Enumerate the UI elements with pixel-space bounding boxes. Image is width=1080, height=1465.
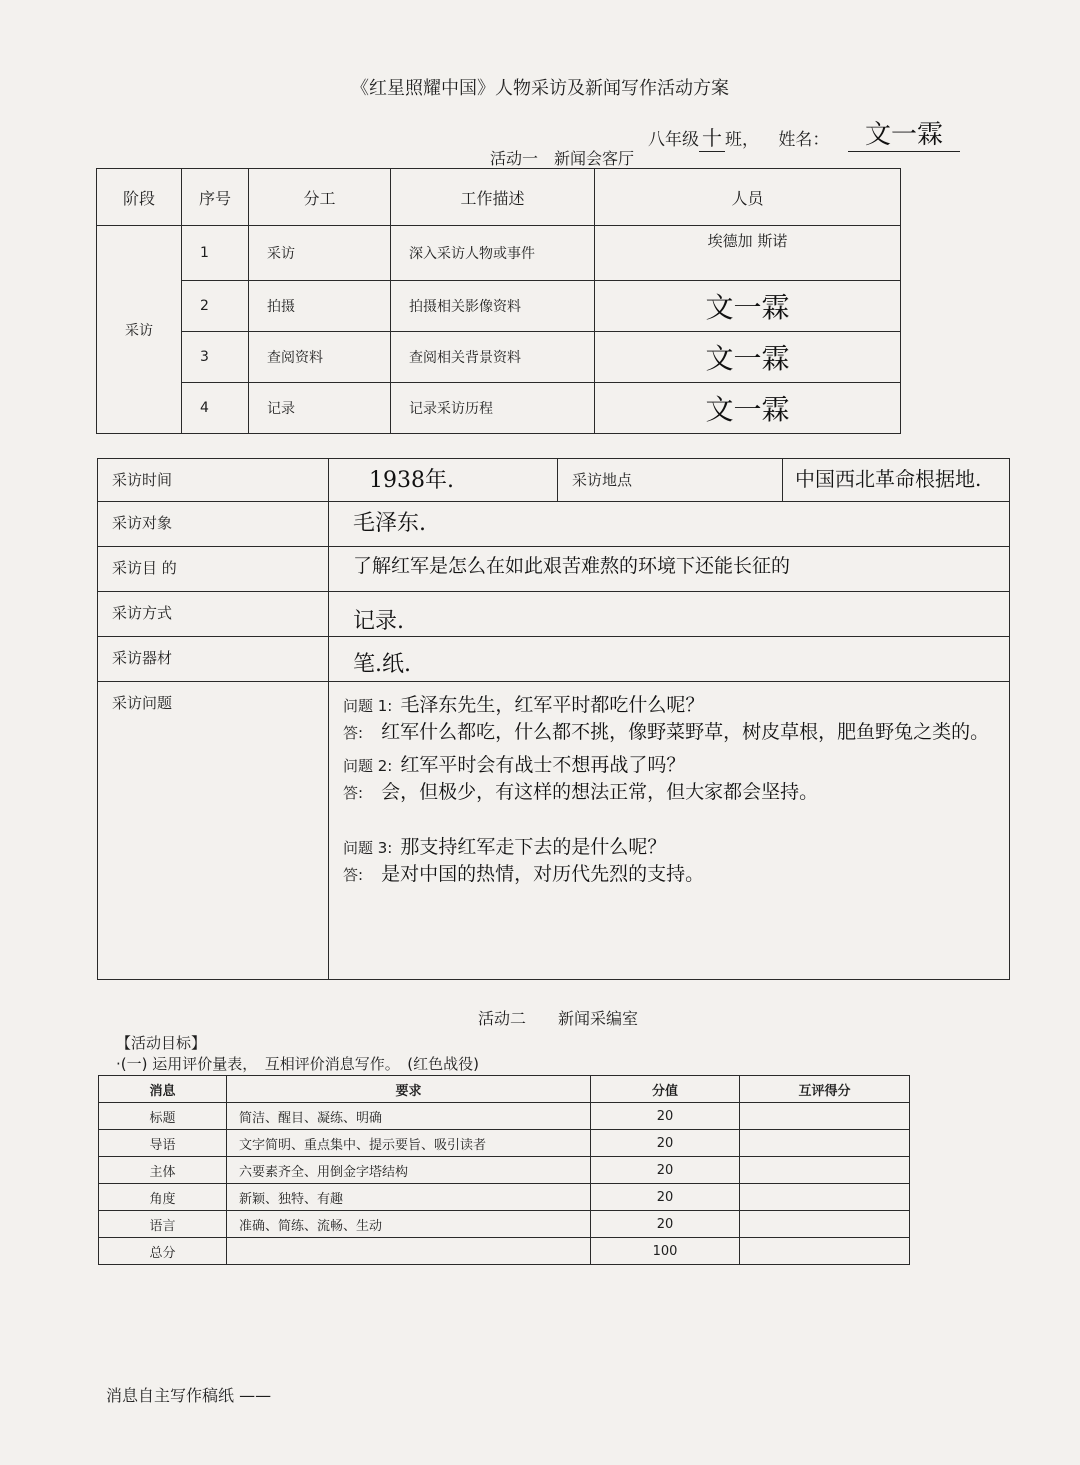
method-label: 采访方式 [98, 592, 329, 637]
header-stage: 阶段 [97, 169, 182, 226]
interview-time-row [98, 459, 1010, 502]
eval-item: 标题 [99, 1103, 227, 1130]
eval-peer-score[interactable] [740, 1157, 910, 1184]
eval-item: 总分 [99, 1238, 227, 1265]
class-suffix: 班， [725, 130, 759, 150]
questions-cell [329, 682, 1010, 980]
footer-caption: 消息自主写作稿纸 —— [106, 1386, 272, 1405]
question-3: 问题 3: 那支持红军走下去的是什么呢？ [343, 836, 667, 858]
eval-peer-score[interactable] [740, 1238, 910, 1265]
target-value: 毛泽东. [329, 502, 1010, 547]
table-row [99, 1103, 910, 1130]
row-number: 4 [182, 383, 249, 434]
interview-purpose-row [98, 547, 1010, 592]
row-task: 采访 [249, 226, 391, 281]
activity1-header-row [97, 169, 901, 226]
tools-label: 采访器材 [98, 637, 329, 682]
grade-label: 八年级 [648, 130, 699, 150]
row-number: 3 [182, 332, 249, 383]
interview-table [97, 458, 1010, 980]
eval-requirement: 简洁、醒目、凝练、明确 [227, 1103, 591, 1130]
eval-peer-score[interactable] [740, 1130, 910, 1157]
row-person: 文一霖 [595, 383, 901, 434]
evaluation-header-row [99, 1076, 910, 1103]
time-value: 1938年. [329, 459, 558, 502]
activity-goal-heading: 【活动目标】 [116, 1034, 207, 1052]
answer-2: 答: 会，但极少，有这样的想法正常，但大家都会坚持。 [343, 781, 819, 803]
question-1: 问题 1: 毛泽东先生，红军平时都吃什么呢？ [343, 694, 705, 716]
header-requirement: 要求 [227, 1076, 591, 1103]
eval-score: 20 [591, 1103, 740, 1130]
table-row [99, 1184, 910, 1211]
table-row [99, 1238, 910, 1265]
target-label: 采访对象 [98, 502, 329, 547]
table-row [97, 226, 901, 281]
row-description: 查阅相关背景资料 [391, 332, 595, 383]
name-label: 姓名： [778, 130, 830, 150]
row-description: 拍摄相关影像资料 [391, 281, 595, 332]
questions-label: 采访问题 [98, 682, 329, 980]
row-number: 2 [182, 281, 249, 332]
header-peer-score: 互评得分 [740, 1076, 910, 1103]
row-person: 文一霖 [595, 332, 901, 383]
place-value: 中国西北革命根据地. [783, 459, 1010, 502]
question-2: 问题 2: 红军平时会有战士不想再战了吗？ [343, 754, 686, 776]
tools-value: 笔.纸. [329, 637, 1010, 682]
eval-requirement: 文字简明、重点集中、提示要旨、吸引读者 [227, 1130, 591, 1157]
eval-item: 主体 [99, 1157, 227, 1184]
class-line [648, 122, 829, 152]
eval-score: 20 [591, 1157, 740, 1184]
interview-tools-row [98, 637, 1010, 682]
header-person: 人员 [595, 169, 901, 226]
answer-1: 答: 红军什么都吃，什么都不挑，像野菜野草，树皮草根，肥鱼野兔之类的。 [343, 721, 990, 743]
activity1-table [96, 168, 901, 434]
row-person: 文一霖 [595, 281, 901, 332]
table-row [97, 281, 901, 332]
eval-item: 角度 [99, 1184, 227, 1211]
table-row [99, 1130, 910, 1157]
eval-requirement: 六要素齐全、用倒金字塔结构 [227, 1157, 591, 1184]
eval-score: 20 [591, 1184, 740, 1211]
activity1-title: 活动一 新闻会客厅 [490, 149, 635, 168]
table-row [97, 383, 901, 434]
row-person: 埃德加 斯诺 [595, 226, 901, 281]
method-value: 记录. [329, 592, 1010, 637]
purpose-label: 采访目 的 [98, 547, 329, 592]
activity-goal-item: ·(一) 运用评价量表， 互相评价消息写作。 (红色战役) [116, 1055, 479, 1073]
interview-method-row [98, 592, 1010, 637]
header-message: 消息 [99, 1076, 227, 1103]
table-row [99, 1211, 910, 1238]
header-description: 工作描述 [391, 169, 595, 226]
purpose-value: 了解红军是怎么在如此艰苦难熬的环境下还能长征的 [329, 547, 1010, 592]
stage-cell: 采访 [97, 226, 182, 434]
eval-requirement: 新颖、独特、有趣 [227, 1184, 591, 1211]
document-title: 《红星照耀中国》人物采访及新闻写作活动方案 [351, 78, 729, 99]
header-number: 序号 [182, 169, 249, 226]
row-task: 拍摄 [249, 281, 391, 332]
eval-score: 100 [591, 1238, 740, 1265]
class-number: 十 [699, 122, 725, 152]
eval-peer-score[interactable] [740, 1103, 910, 1130]
table-row [99, 1157, 910, 1184]
interview-questions-row [98, 682, 1010, 980]
eval-score: 20 [591, 1130, 740, 1157]
row-description: 深入采访人物或事件 [391, 226, 595, 281]
eval-item: 语言 [99, 1211, 227, 1238]
header-task: 分工 [249, 169, 391, 226]
row-number: 1 [182, 226, 249, 281]
answer-3: 答: 是对中国的热情，对历代先烈的支持。 [343, 863, 705, 885]
student-name: 文一霖 [848, 114, 960, 152]
activity2-title: 活动二 新闻采编室 [478, 1009, 639, 1028]
eval-item: 导语 [99, 1130, 227, 1157]
row-task: 查阅资料 [249, 332, 391, 383]
eval-score: 20 [591, 1211, 740, 1238]
row-description: 记录采访历程 [391, 383, 595, 434]
place-label: 采访地点 [558, 459, 783, 502]
eval-requirement: 准确、简练、流畅、生动 [227, 1211, 591, 1238]
eval-peer-score[interactable] [740, 1184, 910, 1211]
table-row [97, 332, 901, 383]
header-score: 分值 [591, 1076, 740, 1103]
row-task: 记录 [249, 383, 391, 434]
time-label: 采访时间 [98, 459, 329, 502]
eval-requirement [227, 1238, 591, 1265]
eval-peer-score[interactable] [740, 1211, 910, 1238]
interview-target-row [98, 502, 1010, 547]
evaluation-table [98, 1075, 910, 1265]
